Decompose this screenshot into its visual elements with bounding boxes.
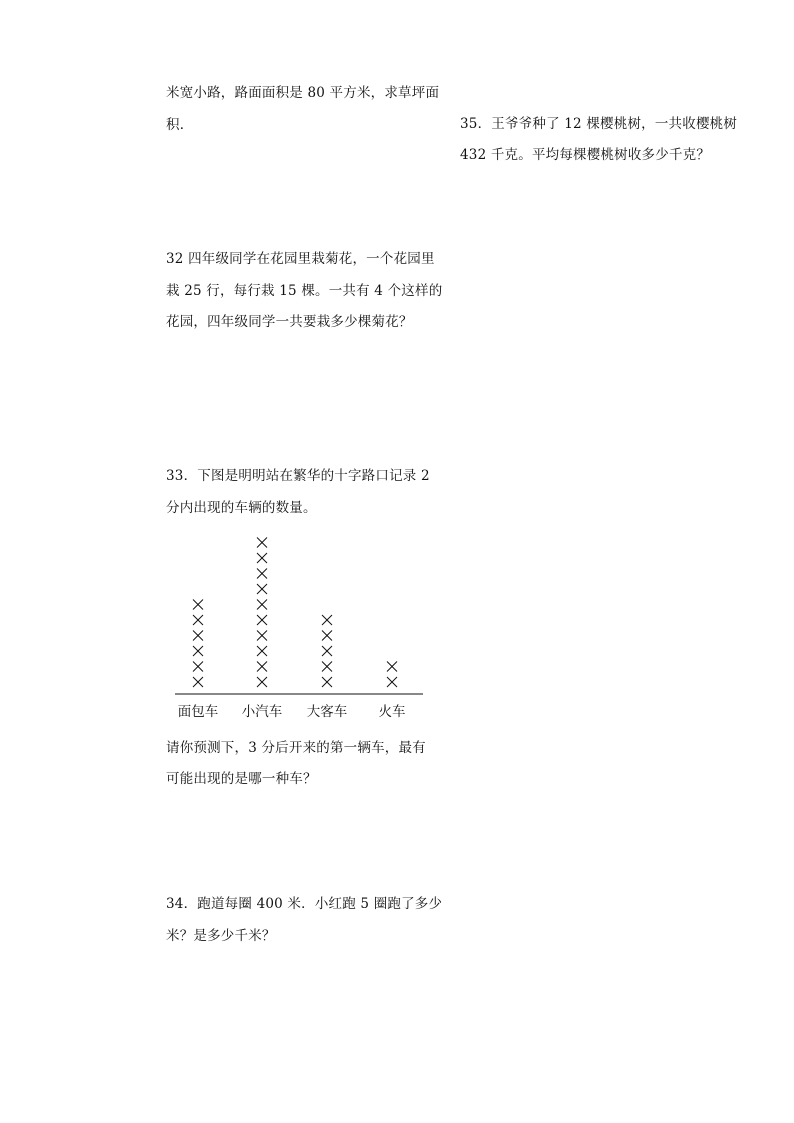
x-mark (257, 538, 267, 548)
x-mark (193, 662, 203, 672)
q33-question-line-1: 请你预测下，3 分后开来的第一辆车，最有 (166, 740, 426, 756)
x-mark (322, 631, 332, 641)
category-label: 火车 (378, 704, 406, 720)
q32-text-line-2: 栽 25 行，每行栽 15 棵。一共有 4 个这样的 (166, 283, 443, 299)
x-mark (257, 553, 267, 563)
q35-text-line-1: 35．王爷爷种了 12 棵樱桃树，一共收樱桃树 (460, 116, 738, 132)
q31-text-line-1: 米宽小路，路面面积是 80 平方米，求草坪面 (166, 85, 440, 101)
category-label: 小汽车 (241, 704, 283, 720)
x-mark (322, 646, 332, 656)
x-mark (257, 662, 267, 672)
category-label: 大客车 (306, 704, 348, 720)
x-mark (387, 662, 397, 672)
x-mark (257, 677, 267, 687)
q32-text-line-3: 花园，四年级同学一共要栽多少棵菊花？ (166, 314, 413, 330)
x-mark (257, 600, 267, 610)
q34-text-line-1: 34．跑道每圈 400 米．小红跑 5 圈跑了多少 (166, 896, 443, 912)
x-mark (257, 631, 267, 641)
q34-text-line-2: 米？是多少千米？ (166, 928, 276, 944)
q33-question-line-2: 可能出现的是哪一种车？ (166, 771, 317, 787)
x-mark (387, 677, 397, 687)
q35-text-line-2: 432 千克。平均每棵樱桃树收多少千克？ (460, 147, 711, 163)
x-mark (193, 631, 203, 641)
x-mark (322, 615, 332, 625)
q33-text-line-1: 33．下图是明明站在繁华的十字路口记录 2 (166, 468, 430, 484)
x-mark (257, 584, 267, 594)
x-mark (193, 615, 203, 625)
q33-text-line-2: 分内出现的车辆的数量。 (166, 500, 317, 516)
x-mark (193, 677, 203, 687)
x-mark (322, 677, 332, 687)
vehicle-count-pictograph (160, 530, 440, 730)
x-mark (193, 646, 203, 656)
x-mark (257, 569, 267, 579)
q31-text-line-2: 积． (166, 117, 194, 133)
q32-text-line-1: 32 四年级同学在花园里栽菊花，一个花园里 (166, 251, 435, 267)
x-mark (257, 615, 267, 625)
x-mark (257, 646, 267, 656)
x-mark (193, 600, 203, 610)
x-mark (322, 662, 332, 672)
category-label: 面包车 (177, 704, 219, 720)
